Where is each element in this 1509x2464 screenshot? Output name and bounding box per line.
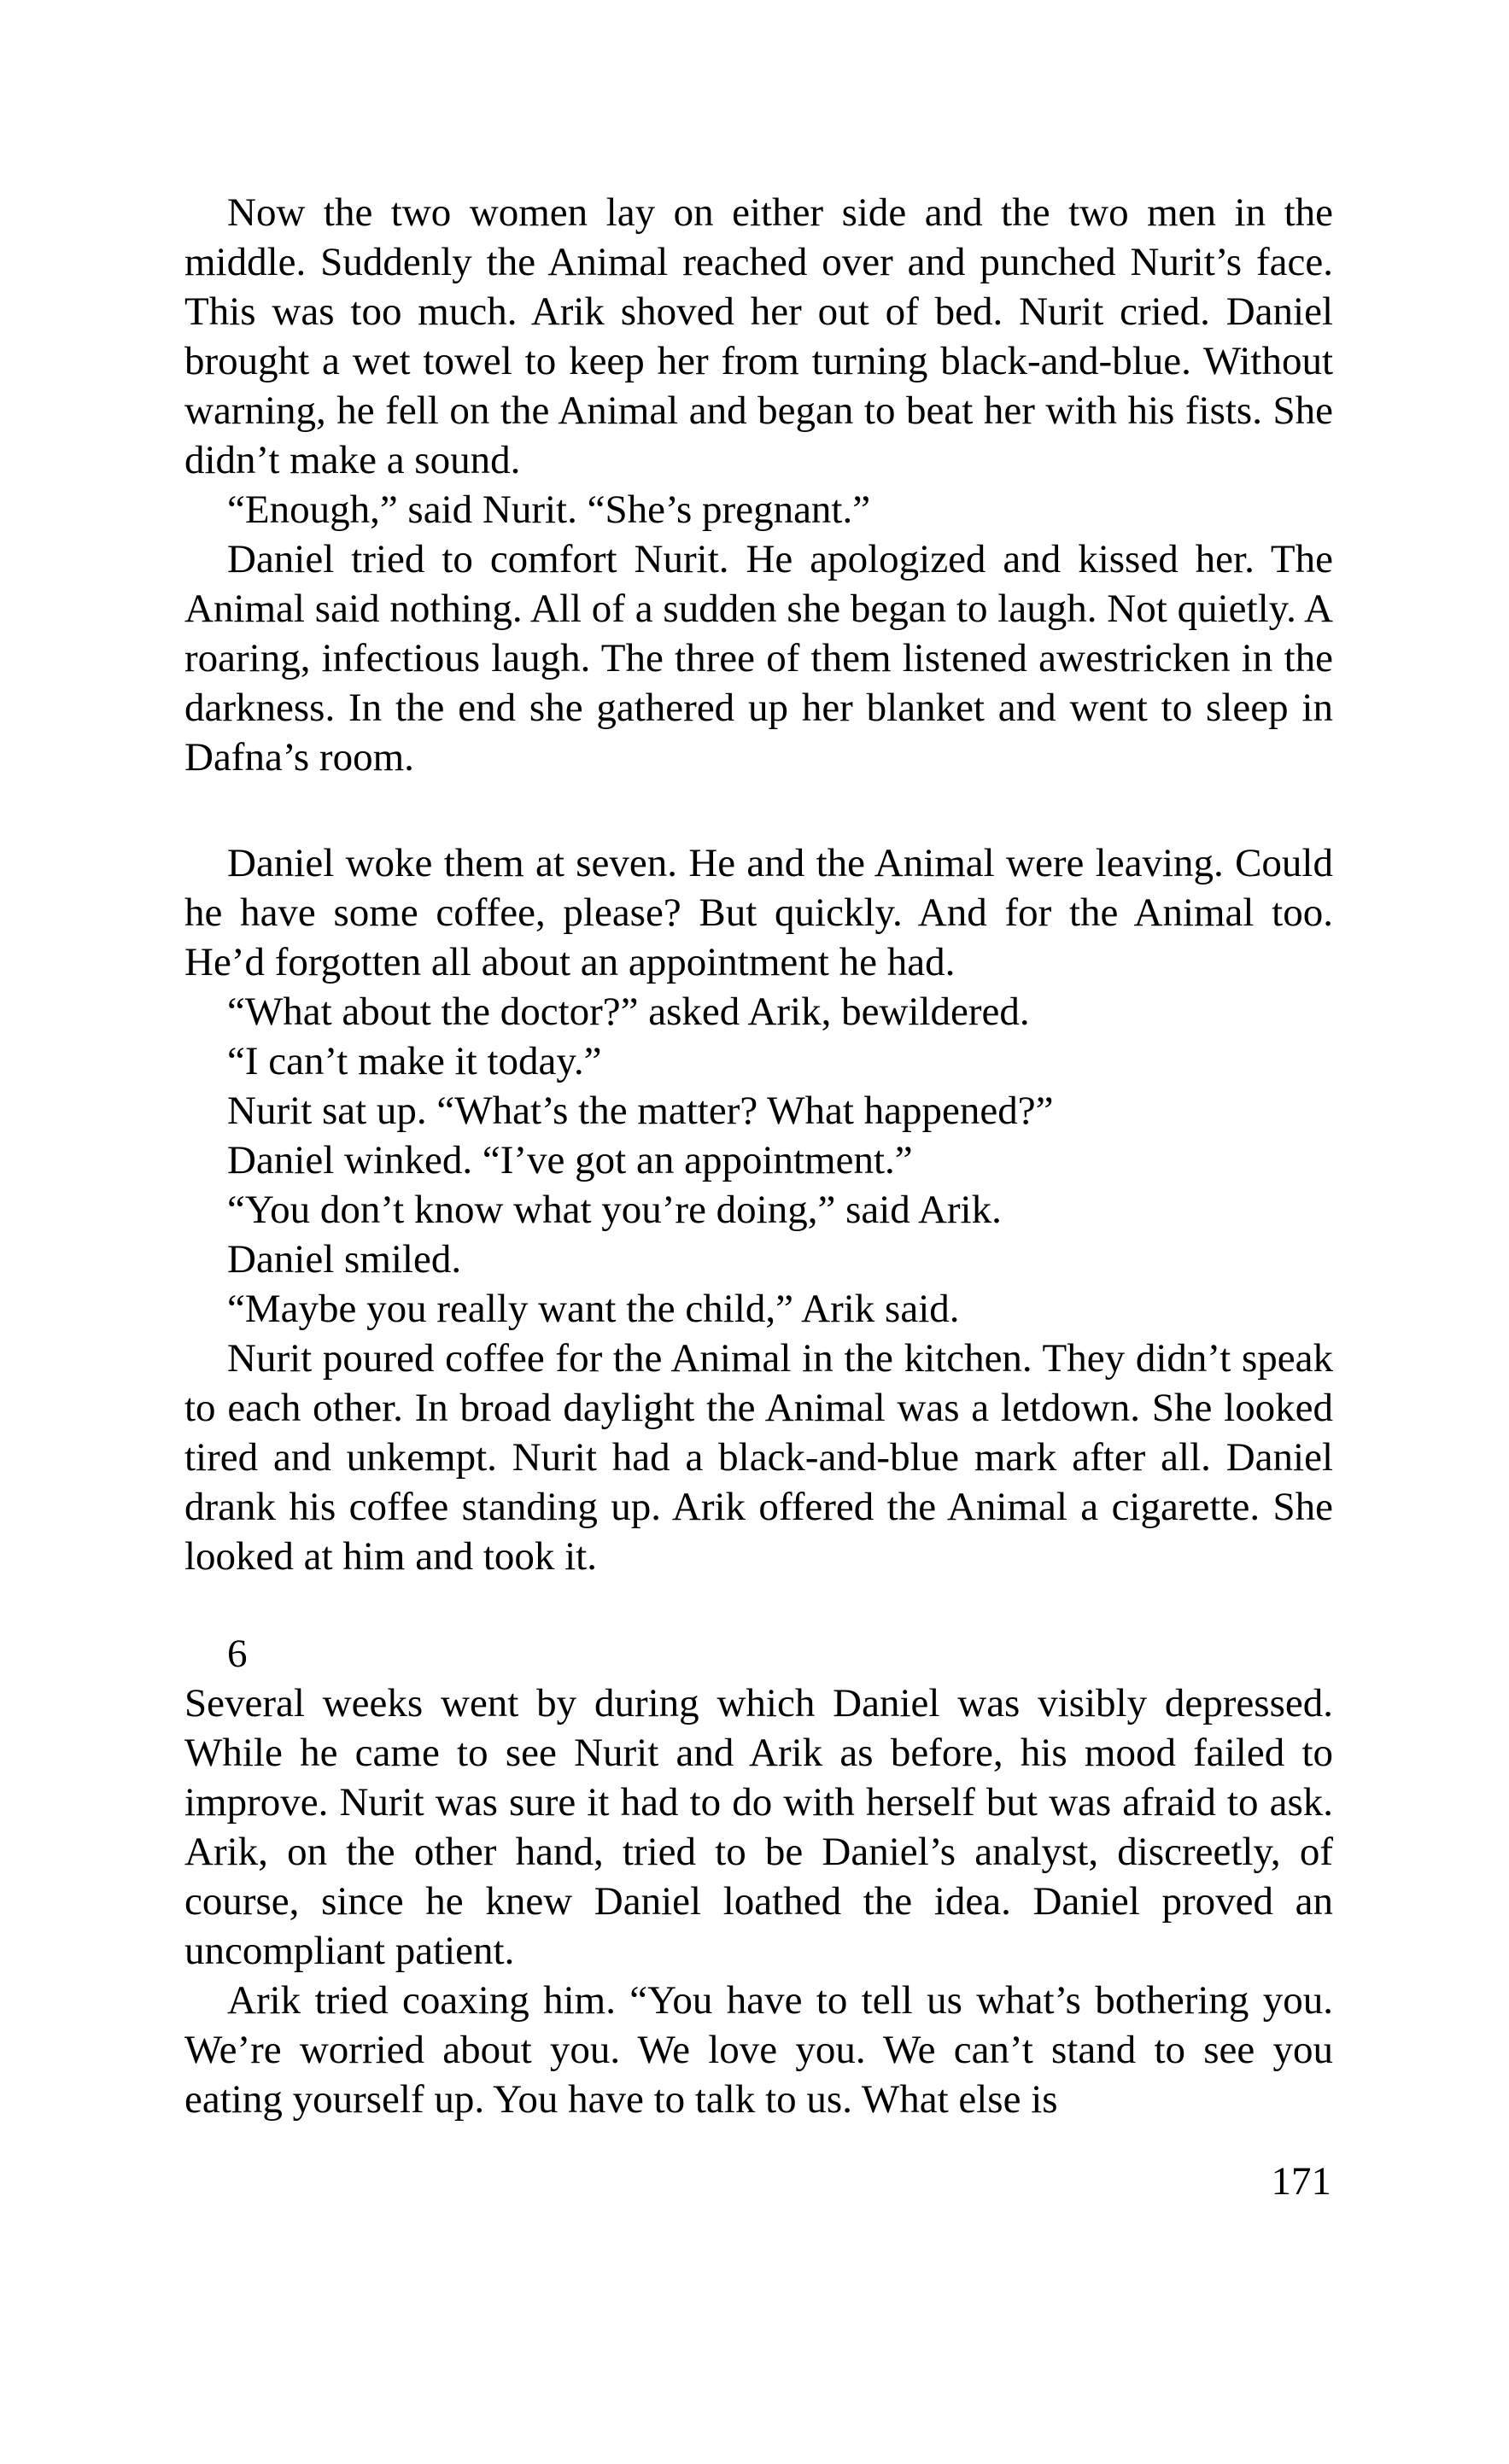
paragraph: “Maybe you really want the child,” Arik said. (227, 1287, 960, 1331)
paragraph: “I can’t make it today.” (227, 1039, 602, 1083)
paragraph: Daniel tried to comfort Nurit. He apologized and kissed her. The Animal said nothing. All of a sudden she began to laugh. Not quietly. A roaring, infectious laugh. The three of them listened awestricken in the darkness. In the end she gathered up her blanket and went to sleep in Dafna’s room. (184, 537, 1333, 779)
section-number: 6 (227, 1632, 248, 1676)
paragraph: “You don’t know what you’re doing,” said Arik. (227, 1188, 1002, 1232)
paragraph: Daniel smiled. (227, 1237, 462, 1282)
paragraph: Daniel woke them at seven. He and the Animal were leaving. Could he have some coffee, please? But quickly. And for the Animal too. He’d forgotten all about an appointment he had. (184, 841, 1333, 984)
paragraph: Daniel winked. “I’ve got an appointment.” (227, 1138, 913, 1182)
paragraph: Arik tried coaxing him. “You have to tell us what’s bothering you. We’re worried about you. We love you. We can’t stand to see you eating yourself up. You have to talk to us. What else is (184, 1978, 1333, 2122)
section-c-text (184, 1629, 1333, 2124)
page-number: 171 (1271, 2159, 1331, 2204)
paragraph: Now the two women lay on either side and the two men in the middle. Suddenly the Animal reached over and punched Nurit’s face. This was too much. Arik shoved her out of bed. Nurit cried. Daniel brought a wet towel to keep her from turning black-and-blue. Without warning, he fell on the Animal and began to beat her with his fists. She didn’t make a sound. (184, 190, 1333, 482)
paragraph: “Enough,” said Nurit. “She’s pregnant.” (227, 488, 871, 532)
paragraph: Several weeks went by during which Daniel was visibly depressed. While he came to see Nurit and Arik as before, his mood failed to improve. Nurit was sure it had to do with herself but was afraid to ask. Arik, on the other hand, tried to be Daniel’s analyst, discreetly, of course, since he knew Daniel loathed the idea. Daniel proved an uncompliant patient. (184, 1681, 1333, 1973)
paragraph: Nurit poured coffee for the Animal in the kitchen. They didn’t speak to each other. In broad daylight the Animal was a letdown. She looked tired and unkempt. Nurit had a black-and-blue mark after all. Daniel drank his coffee standing up. Arik offered the Animal a cigarette. She looked at him and took it. (184, 1336, 1333, 1579)
paragraph: Nurit sat up. “What’s the matter? What happened?” (227, 1089, 1054, 1133)
section-b-text (184, 838, 1333, 1581)
paragraph: “What about the doctor?” asked Arik, bewildered. (227, 990, 1030, 1034)
section-a-text (184, 188, 1333, 782)
